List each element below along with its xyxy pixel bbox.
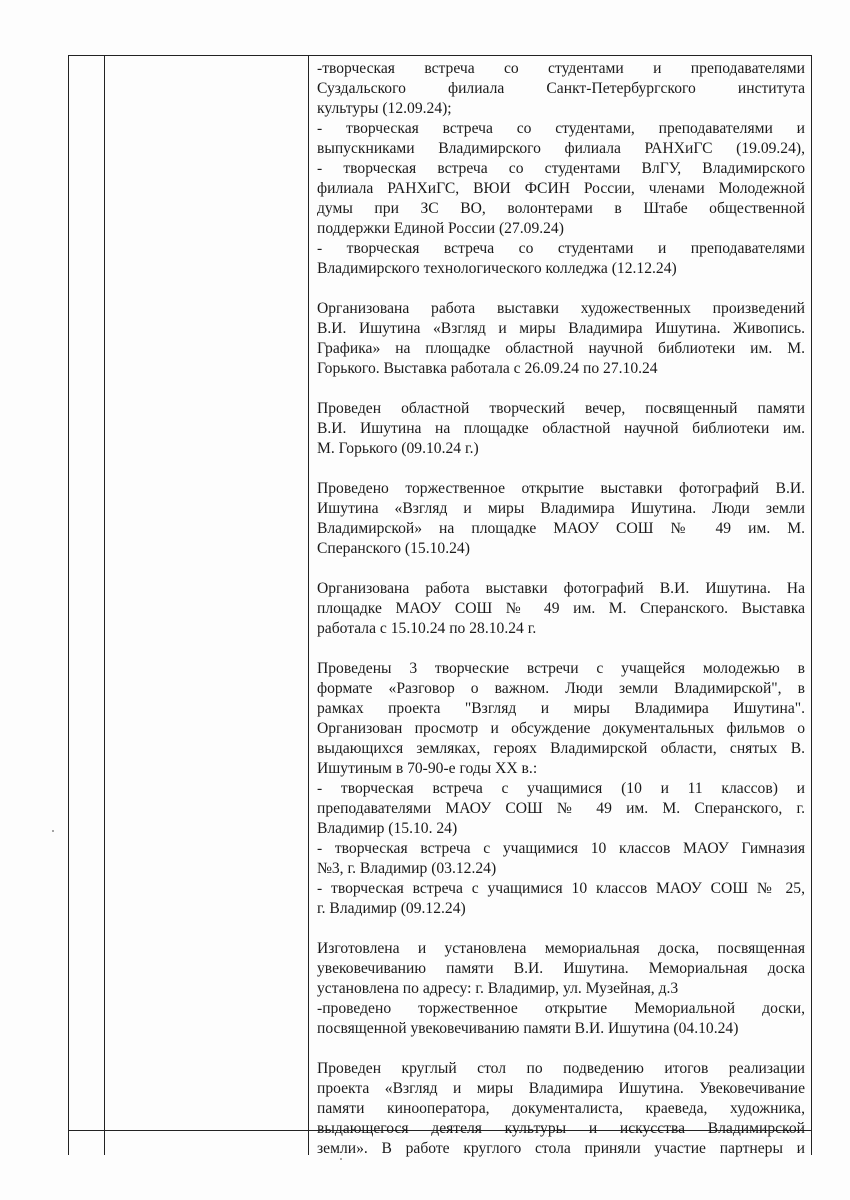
text-line: поддержки Единой России (27.09.24)	[317, 220, 564, 237]
text-line: земли». В работе круглого стола приняли участие партнеры и	[317, 1140, 805, 1157]
paragraph	[317, 479, 805, 559]
text-line: филиала РАНХиГС, ВЮИ ФСИН России, членами Молодежной	[317, 180, 805, 197]
text-line: Организована работа выставки фотографий В.И. Ишутина. На	[317, 580, 805, 597]
text-line: выдающихся земляках, героях Владимирской области, снятых В.	[317, 740, 805, 757]
text-line: В.И. Ишутина «Взгляд и миры Владимира Ишутина. Живопись.	[317, 320, 805, 337]
text-line: - творческая встреча с учащимися 10 классов МАОУ Гимназия	[317, 840, 805, 857]
text-line: Проведен круглый стол по подведению итогов реализации	[317, 1060, 805, 1077]
text-line: М. Горького (09.10.24 г.)	[317, 440, 479, 457]
paragraph	[317, 299, 805, 379]
text-line: посвященной увековечиванию памяти В.И. Ишутина (04.10.24)	[317, 1020, 739, 1037]
paragraph	[317, 399, 805, 459]
text-line: преподавателями МАОУ СОШ № 49 им. М. Сперанского, г.	[317, 800, 805, 817]
text-line: проекта «Взгляд и миры Владимира Ишутина. Увековечивание	[317, 1080, 805, 1097]
text-line: Организована работа выставки художественных произведений	[317, 300, 805, 317]
text-line: г. Владимир (09.12.24)	[317, 900, 466, 917]
text-line: площадке МАОУ СОШ № 49 им. М. Сперанского. Выставка	[317, 600, 805, 617]
text-line: формате «Разговор о важном. Люди земли Владимирской", в	[317, 680, 805, 697]
table-column-divider-2	[308, 55, 309, 1155]
text-line: установлена по адресу: г. Владимир, ул. Музейная, д.3	[317, 980, 679, 997]
scan-speck	[52, 830, 54, 832]
text-line: Сперанского (15.10.24)	[317, 540, 470, 557]
text-line: Организован просмотр и обсуждение документальных фильмов о	[317, 720, 805, 737]
text-line: рамках проекта "Взгляд и миры Владимира Ишутина".	[317, 700, 805, 717]
text-line: - творческая встреча с учащимися 10 классов МАОУ СОШ № 25,	[317, 880, 805, 897]
text-line: Проведен областной творческий вечер, посвященный памяти	[317, 400, 805, 417]
text-line: Суздальского филиала Санкт-Петербургского института	[317, 80, 805, 97]
text-line: -проведено торжественное открытие Мемориальной доски,	[317, 1000, 805, 1017]
text-line: Владимирской» на площадке МАОУ СОШ № 49 им. М.	[317, 520, 805, 537]
text-line: Владимирского технологического колледжа (12.12.24)	[317, 260, 677, 277]
text-line: увековечиванию памяти В.И. Ишутина. Мемориальная доска	[317, 960, 805, 977]
text-line: Проведено торжественное открытие выставки фотографий В.И.	[317, 480, 805, 497]
text-line: работала с 15.10.24 по 28.10.24 г.	[317, 620, 537, 637]
text-line: - творческая встреча со студентами ВлГУ, Владимирского	[317, 160, 805, 177]
text-line: культуры (12.09.24);	[317, 100, 452, 117]
text-line: думы при ЗС ВО, волонтерами в Штабе общественной	[317, 200, 805, 217]
text-line: памяти кинооператора, документалиста, краеведа, художника,	[317, 1100, 805, 1117]
text-line: Горького. Выставка работала с 26.09.24 по 27.10.24	[317, 360, 658, 377]
text-line: №3, г. Владимир (03.12.24)	[317, 860, 497, 877]
paragraph	[317, 579, 805, 639]
text-line: Изготовлена и установлена мемориальная доска, посвященная	[317, 940, 805, 957]
text-line: Проведены 3 творческие встречи с учащейся молодежью в	[317, 660, 805, 677]
text-line: В.И. Ишутина на площадке областной научной библиотеки им.	[317, 420, 805, 437]
text-line: выдающегося деятеля культуры и искусства Владимирской	[317, 1120, 805, 1137]
table-cell-text	[317, 59, 805, 1179]
table-column-divider-1	[104, 55, 105, 1155]
text-line: Графика» на площадке областной научной библиотеки им. М.	[317, 340, 805, 357]
text-line: - творческая встреча со студентами и преподавателями	[317, 240, 805, 257]
paragraph	[317, 59, 805, 279]
text-line: -творческая встреча со студентами и преподавателями	[317, 60, 805, 77]
paragraph	[317, 1059, 805, 1159]
text-line: Ишутина «Взгляд и миры Владимира Ишутина. Люди земли	[317, 500, 805, 517]
text-line: - творческая встреча со студентами, преподавателями и	[317, 120, 805, 137]
paragraph	[317, 939, 805, 1039]
scan-speck	[340, 1158, 342, 1160]
paragraph	[317, 659, 805, 919]
text-line: - творческая встреча с учащимися (10 и 11 классов) и	[317, 780, 805, 797]
text-line: Владимир (15.10. 24)	[317, 820, 458, 837]
text-line: Ишутиным в 70-90-е годы XX в.:	[317, 760, 538, 777]
text-line: выпускниками Владимирского филиала РАНХиГС (19.09.24),	[317, 140, 805, 157]
